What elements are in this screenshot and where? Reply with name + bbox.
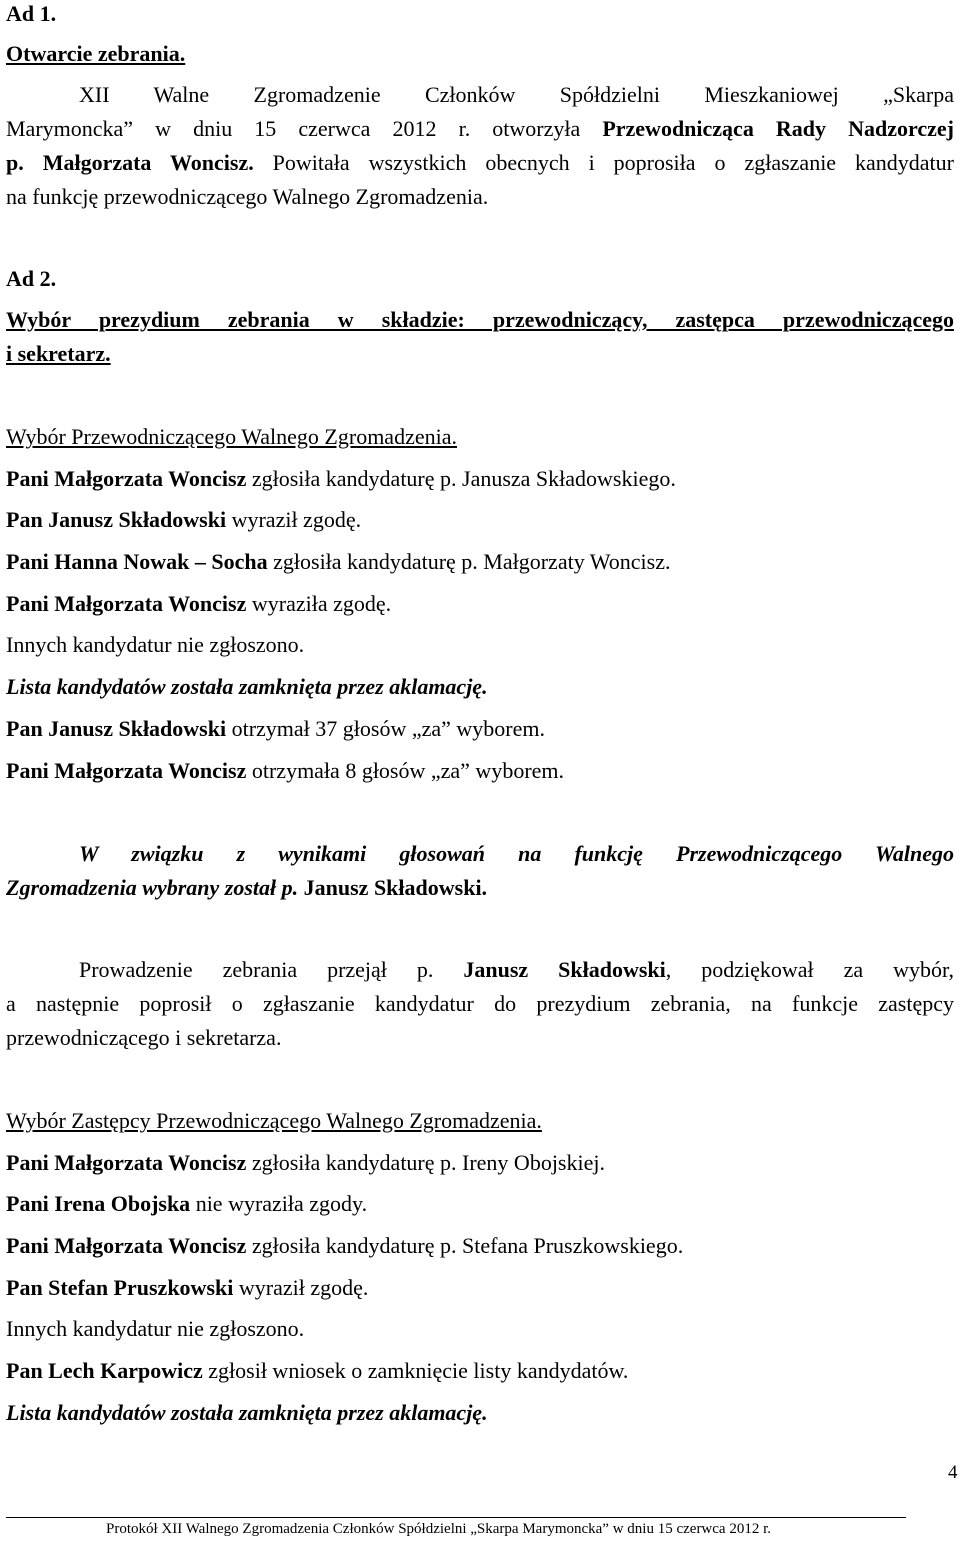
footer-divider <box>6 1517 906 1518</box>
ad1-title: Otwarcie zebrania. <box>6 41 186 66</box>
lead-paragraph-line-3: przewodniczącego i sekretarza. <box>6 1025 282 1050</box>
deputy-line-2: Pani Irena Obojska nie wyraziła zgody. <box>6 1191 368 1216</box>
chair-line-3: Pani Hanna Nowak – Socha zgłosiła kandydaturę p. Małgorzaty Woncisz. <box>6 549 671 574</box>
page-number: 4 <box>948 1462 958 1483</box>
deputy-line-5: Innych kandydatur nie zgłoszono. <box>6 1316 305 1341</box>
deputy-line-7: Lista kandydatów została zamknięta przez aklamację. <box>6 1400 488 1425</box>
deputy-election-title: Wybór Zastępcy Przewodniczącego Walnego Zgromadzenia. <box>6 1108 542 1133</box>
deputy-line-1: Pani Małgorzata Woncisz zgłosiła kandydaturę p. Ireny Obojskiej. <box>6 1150 605 1175</box>
lead-paragraph-line-2: a następnie poprosił o zgłaszanie kandydatur do prezydium zebrania, na funkcje zastępcy <box>6 991 954 1016</box>
deputy-line-4: Pan Stefan Pruszkowski wyraził zgodę. <box>6 1275 369 1300</box>
ad1-paragraph-line-2: Marymoncka” w dniu 15 czerwca 2012 r. otworzyła Przewodnicząca Rady Nadzorczej <box>6 116 954 141</box>
ad2-title-line-2: i sekretarz. <box>6 341 111 366</box>
chair-line-6: Lista kandydatów została zamknięta przez aklamację. <box>6 674 488 699</box>
deputy-line-6: Pan Lech Karpowicz zgłosił wniosek o zamknięcie listy kandydatów. <box>6 1358 629 1383</box>
chair-result-line-2: Zgromadzenia wybrany został p. Janusz Składowski. <box>6 875 488 900</box>
ad1-paragraph-line-4: na funkcję przewodniczącego Walnego Zgromadzenia. <box>6 184 489 209</box>
chair-line-4: Pani Małgorzata Woncisz wyraziła zgodę. <box>6 591 392 616</box>
chair-line-1: Pani Małgorzata Woncisz zgłosiła kandydaturę p. Janusza Składowskiego. <box>6 466 676 491</box>
chair-election-title: Wybór Przewodniczącego Walnego Zgromadzenia. <box>6 424 457 449</box>
chair-line-8: Pani Małgorzata Woncisz otrzymała 8 głosów „za” wyborem. <box>6 758 565 783</box>
ad2-title-line-1: Wybór prezydium zebrania w składzie: przewodniczący, zastępca przewodniczącego <box>6 307 954 332</box>
deputy-line-3: Pani Małgorzata Woncisz zgłosiła kandydaturę p. Stefana Pruszkowskiego. <box>6 1233 684 1258</box>
chair-line-5: Innych kandydatur nie zgłoszono. <box>6 632 305 657</box>
ad1-heading: Ad 1. <box>6 1 57 26</box>
chair-line-7: Pan Janusz Składowski otrzymał 37 głosów „za” wyborem. <box>6 716 545 741</box>
footer-text: Protokół XII Walnego Zgromadzenia Członków Spółdzielni „Skarpa Marymoncka” w dniu 15 czerwca 2012 r. <box>106 1521 772 1537</box>
lead-paragraph-line-1: Prowadzenie zebrania przejął p. Janusz Składowski, podziękował za wybór, <box>79 957 954 982</box>
chair-line-2: Pan Janusz Składowski wyraził zgodę. <box>6 507 362 532</box>
ad2-heading: Ad 2. <box>6 266 57 291</box>
ad1-paragraph-line-1: XII Walne Zgromadzenie Członków Spółdzielni Mieszkaniowej „Skarpa <box>79 82 954 107</box>
chair-result-line-1: W związku z wynikami głosowań na funkcję Przewodniczącego Walnego <box>79 841 954 866</box>
ad1-paragraph-line-3: p. Małgorzata Woncisz. Powitała wszystkich obecnych i poprosiła o zgłaszanie kandydatur <box>6 150 954 175</box>
